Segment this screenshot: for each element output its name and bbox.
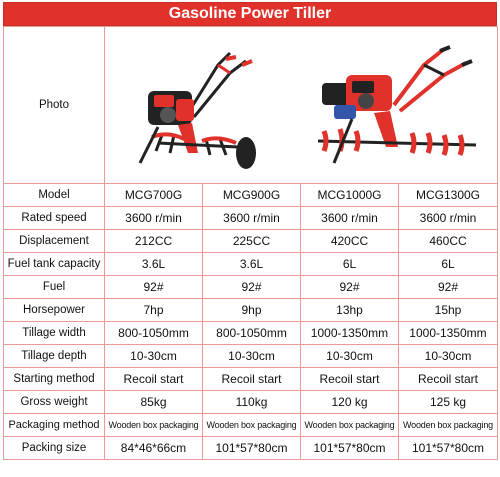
spec-cell: 3600 r/min bbox=[203, 207, 301, 230]
spec-row-packaging-method bbox=[4, 414, 498, 437]
spec-cell: 13hp bbox=[301, 299, 399, 322]
spec-cell: Recoil start bbox=[399, 368, 498, 391]
spec-cell: 6L bbox=[399, 253, 498, 276]
spec-cell: 3600 r/min bbox=[301, 207, 399, 230]
spec-cell: 110kg bbox=[203, 391, 301, 414]
spec-row-tillage-depth bbox=[4, 345, 498, 368]
spec-cell: 212CC bbox=[105, 230, 203, 253]
spec-cell: 84*46*66cm bbox=[105, 437, 203, 460]
row-label: Starting method bbox=[4, 368, 105, 391]
spec-cell: MCG1300G bbox=[399, 184, 498, 207]
spec-cell: 6L bbox=[301, 253, 399, 276]
spec-cell: 10-30cm bbox=[105, 345, 203, 368]
spec-cell: Recoil start bbox=[203, 368, 301, 391]
spec-cell: 15hp bbox=[399, 299, 498, 322]
spec-cell: 1000-1350mm bbox=[399, 322, 498, 345]
spec-cell: 460CC bbox=[399, 230, 498, 253]
spec-cell: 125 kg bbox=[399, 391, 498, 414]
spec-cell: 420CC bbox=[301, 230, 399, 253]
spec-cell: 92# bbox=[399, 276, 498, 299]
spec-cell: 101*57*80cm bbox=[203, 437, 301, 460]
row-label: Tillage width bbox=[4, 322, 105, 345]
spec-cell: 10-30cm bbox=[203, 345, 301, 368]
row-label: Rated speed bbox=[4, 207, 105, 230]
spec-cell: 101*57*80cm bbox=[399, 437, 498, 460]
spec-row-gross-weight bbox=[4, 391, 498, 414]
spec-cell: Wooden box packaging bbox=[399, 414, 498, 437]
spec-cell: 800-1050mm bbox=[105, 322, 203, 345]
page-title: Gasoline Power Tiller bbox=[3, 2, 497, 26]
spec-cell: 800-1050mm bbox=[203, 322, 301, 345]
spec-row-fuel bbox=[4, 276, 498, 299]
spec-row-tillage-width bbox=[4, 322, 498, 345]
spec-row-rated-speed bbox=[4, 207, 498, 230]
row-label: Packaging method bbox=[4, 414, 105, 437]
row-label: Packing size bbox=[4, 437, 105, 460]
spec-cell: 92# bbox=[301, 276, 399, 299]
row-label: Fuel bbox=[4, 276, 105, 299]
photo-row bbox=[4, 27, 498, 184]
spec-row-horsepower bbox=[4, 299, 498, 322]
spec-row-displacement bbox=[4, 230, 498, 253]
spec-cell: Wooden box packaging bbox=[105, 414, 203, 437]
spec-row-model bbox=[4, 184, 498, 207]
spec-cell: 101*57*80cm bbox=[301, 437, 399, 460]
spec-cell: MCG1000G bbox=[301, 184, 399, 207]
row-label: Fuel tank capacity bbox=[4, 253, 105, 276]
spec-cell: 120 kg bbox=[301, 391, 399, 414]
spec-row-fuel-tank-capacity bbox=[4, 253, 498, 276]
spec-row-packing-size bbox=[4, 437, 498, 460]
spec-cell: MCG700G bbox=[105, 184, 203, 207]
spec-cell: 10-30cm bbox=[399, 345, 498, 368]
row-label: Displacement bbox=[4, 230, 105, 253]
spec-cell: 7hp bbox=[105, 299, 203, 322]
spec-cell: 3.6L bbox=[203, 253, 301, 276]
spec-cell: 10-30cm bbox=[301, 345, 399, 368]
spec-cell: 225CC bbox=[203, 230, 301, 253]
row-label: Model bbox=[4, 184, 105, 207]
row-label: Tillage depth bbox=[4, 345, 105, 368]
spec-cell: 92# bbox=[203, 276, 301, 299]
spec-cell: Recoil start bbox=[301, 368, 399, 391]
spec-cell: Recoil start bbox=[105, 368, 203, 391]
spec-table bbox=[3, 26, 498, 460]
spec-cell: 3600 r/min bbox=[399, 207, 498, 230]
product-photos bbox=[105, 27, 498, 184]
photo-label: Photo bbox=[4, 27, 105, 184]
row-label: Horsepower bbox=[4, 299, 105, 322]
row-label: Gross weight bbox=[4, 391, 105, 414]
tiller-image-large bbox=[304, 35, 484, 175]
spec-cell: MCG900G bbox=[203, 184, 301, 207]
spec-row-starting-method bbox=[4, 368, 498, 391]
spec-cell: Wooden box packaging bbox=[301, 414, 399, 437]
spec-cell: 3600 r/min bbox=[105, 207, 203, 230]
spec-cell: 3.6L bbox=[105, 253, 203, 276]
spec-cell: 92# bbox=[105, 276, 203, 299]
spec-cell: 1000-1350mm bbox=[301, 322, 399, 345]
tiller-image-small bbox=[118, 35, 278, 175]
spec-cell: 85kg bbox=[105, 391, 203, 414]
spec-cell: 9hp bbox=[203, 299, 301, 322]
spec-cell: Wooden box packaging bbox=[203, 414, 301, 437]
